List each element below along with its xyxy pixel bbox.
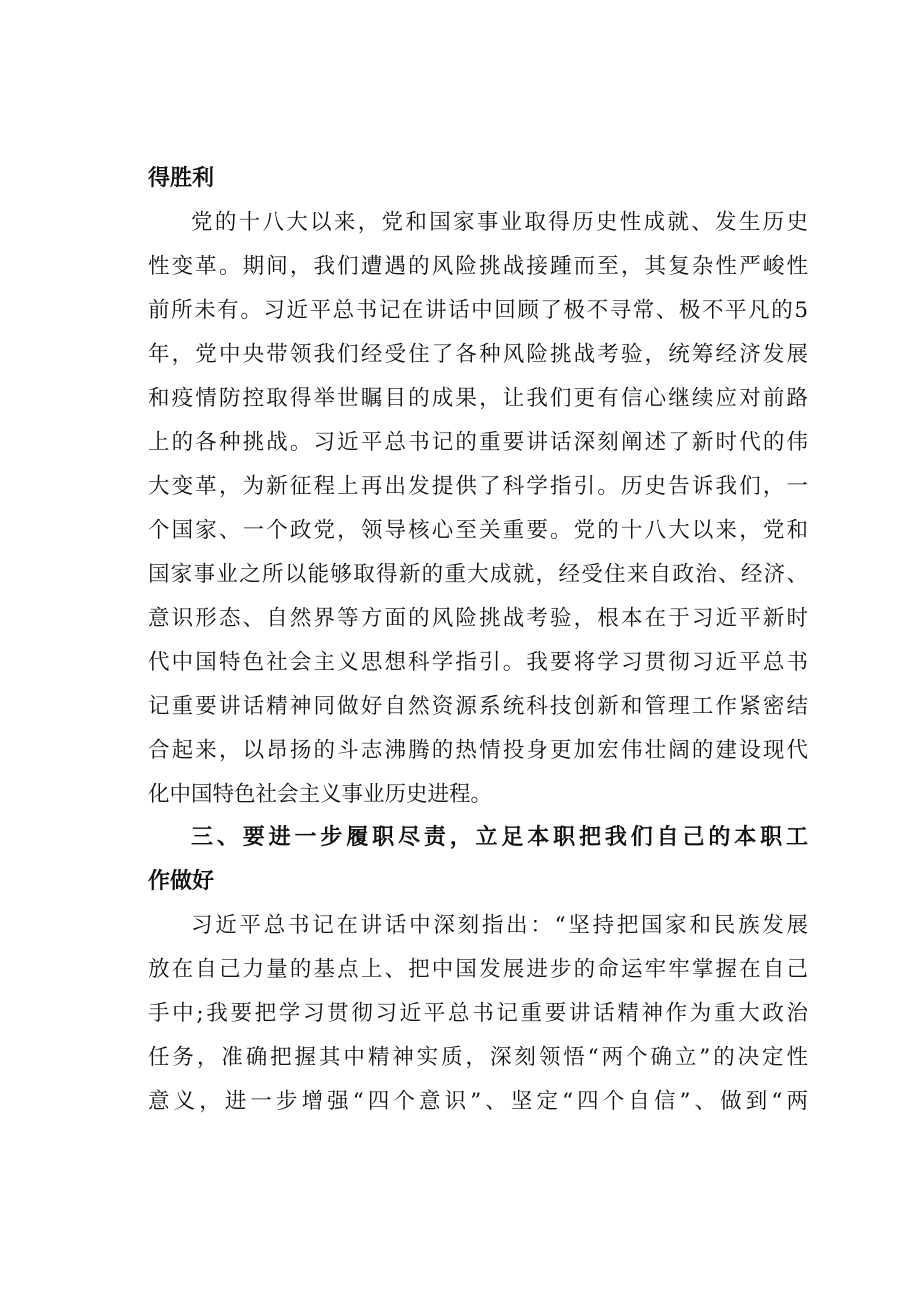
paragraph-line: 合起来，以昂扬的斗志沸腾的热情投身更加宏伟壮阔的建设现代 [148, 738, 808, 763]
paragraph-line: 和疫情防控取得举世瞩目的成果，让我们更有信心继续应对前路 [148, 386, 808, 411]
paragraph-line: 意识形态、自然界等方面的风险挑战考验，根本在于习近平新时 [148, 606, 808, 631]
paragraph-line: 党的十八大以来，党和国家事业取得历史性成就、发生历史 [191, 210, 808, 235]
paragraph-line: 性变革。期间，我们遭遇的风险挑战接踵而至，其复杂性严峻性 [148, 254, 808, 279]
paragraph-line-last: 化中国特色社会主义事业历史进程。 [148, 782, 493, 807]
heading-line: 三、要进一步履职尽责，立足本职把我们自己的本职工 [191, 825, 808, 850]
paragraph-line: 记重要讲话精神同做好自然资源系统科技创新和管理工作紧密结 [148, 694, 808, 719]
section-heading-continued: 得胜利 [148, 166, 215, 191]
heading-line-last: 作做好 [148, 869, 215, 894]
paragraph-line: 放在自己力量的基点上、把中国发展进步的命运牢牢掌握在自己 [148, 957, 808, 982]
paragraph-line: 习近平总书记在讲话中深刻指出：“坚持把国家和民族发展 [191, 913, 808, 938]
paragraph-line: 国家事业之所以能够取得新的重大成就，经受住来自政治、经济、 [148, 562, 808, 587]
paragraph-line: 大变革，为新征程上再出发提供了科学指引。历史告诉我们，一 [148, 474, 808, 499]
paragraph-line: 个国家、一个政党，领导核心至关重要。党的十八大以来，党和 [148, 518, 808, 543]
paragraph-line: 上的各种挑战。习近平总书记的重要讲话深刻阐述了新时代的伟 [148, 430, 808, 455]
paragraph-line: 手中;我要把学习贯彻习近平总书记重要讲话精神作为重大政治 [148, 1001, 808, 1026]
paragraph-line: 任务，准确把握其中精神实质，深刻领悟“两个确立”的决定性 [148, 1045, 808, 1070]
paragraph-line: 代中国特色社会主义思想科学指引。我要将学习贯彻习近平总书 [148, 650, 808, 675]
paragraph-line: 前所未有。习近平总书记在讲话中回顾了极不寻常、极不平凡的5 [148, 298, 808, 323]
paragraph-line: 年，党中央带领我们经受住了各种风险挑战考验，统筹经济发展 [148, 342, 808, 367]
paragraph-line: 意义，进一步增强“四个意识”、坚定“四个自信”、做到“两 [148, 1089, 808, 1114]
